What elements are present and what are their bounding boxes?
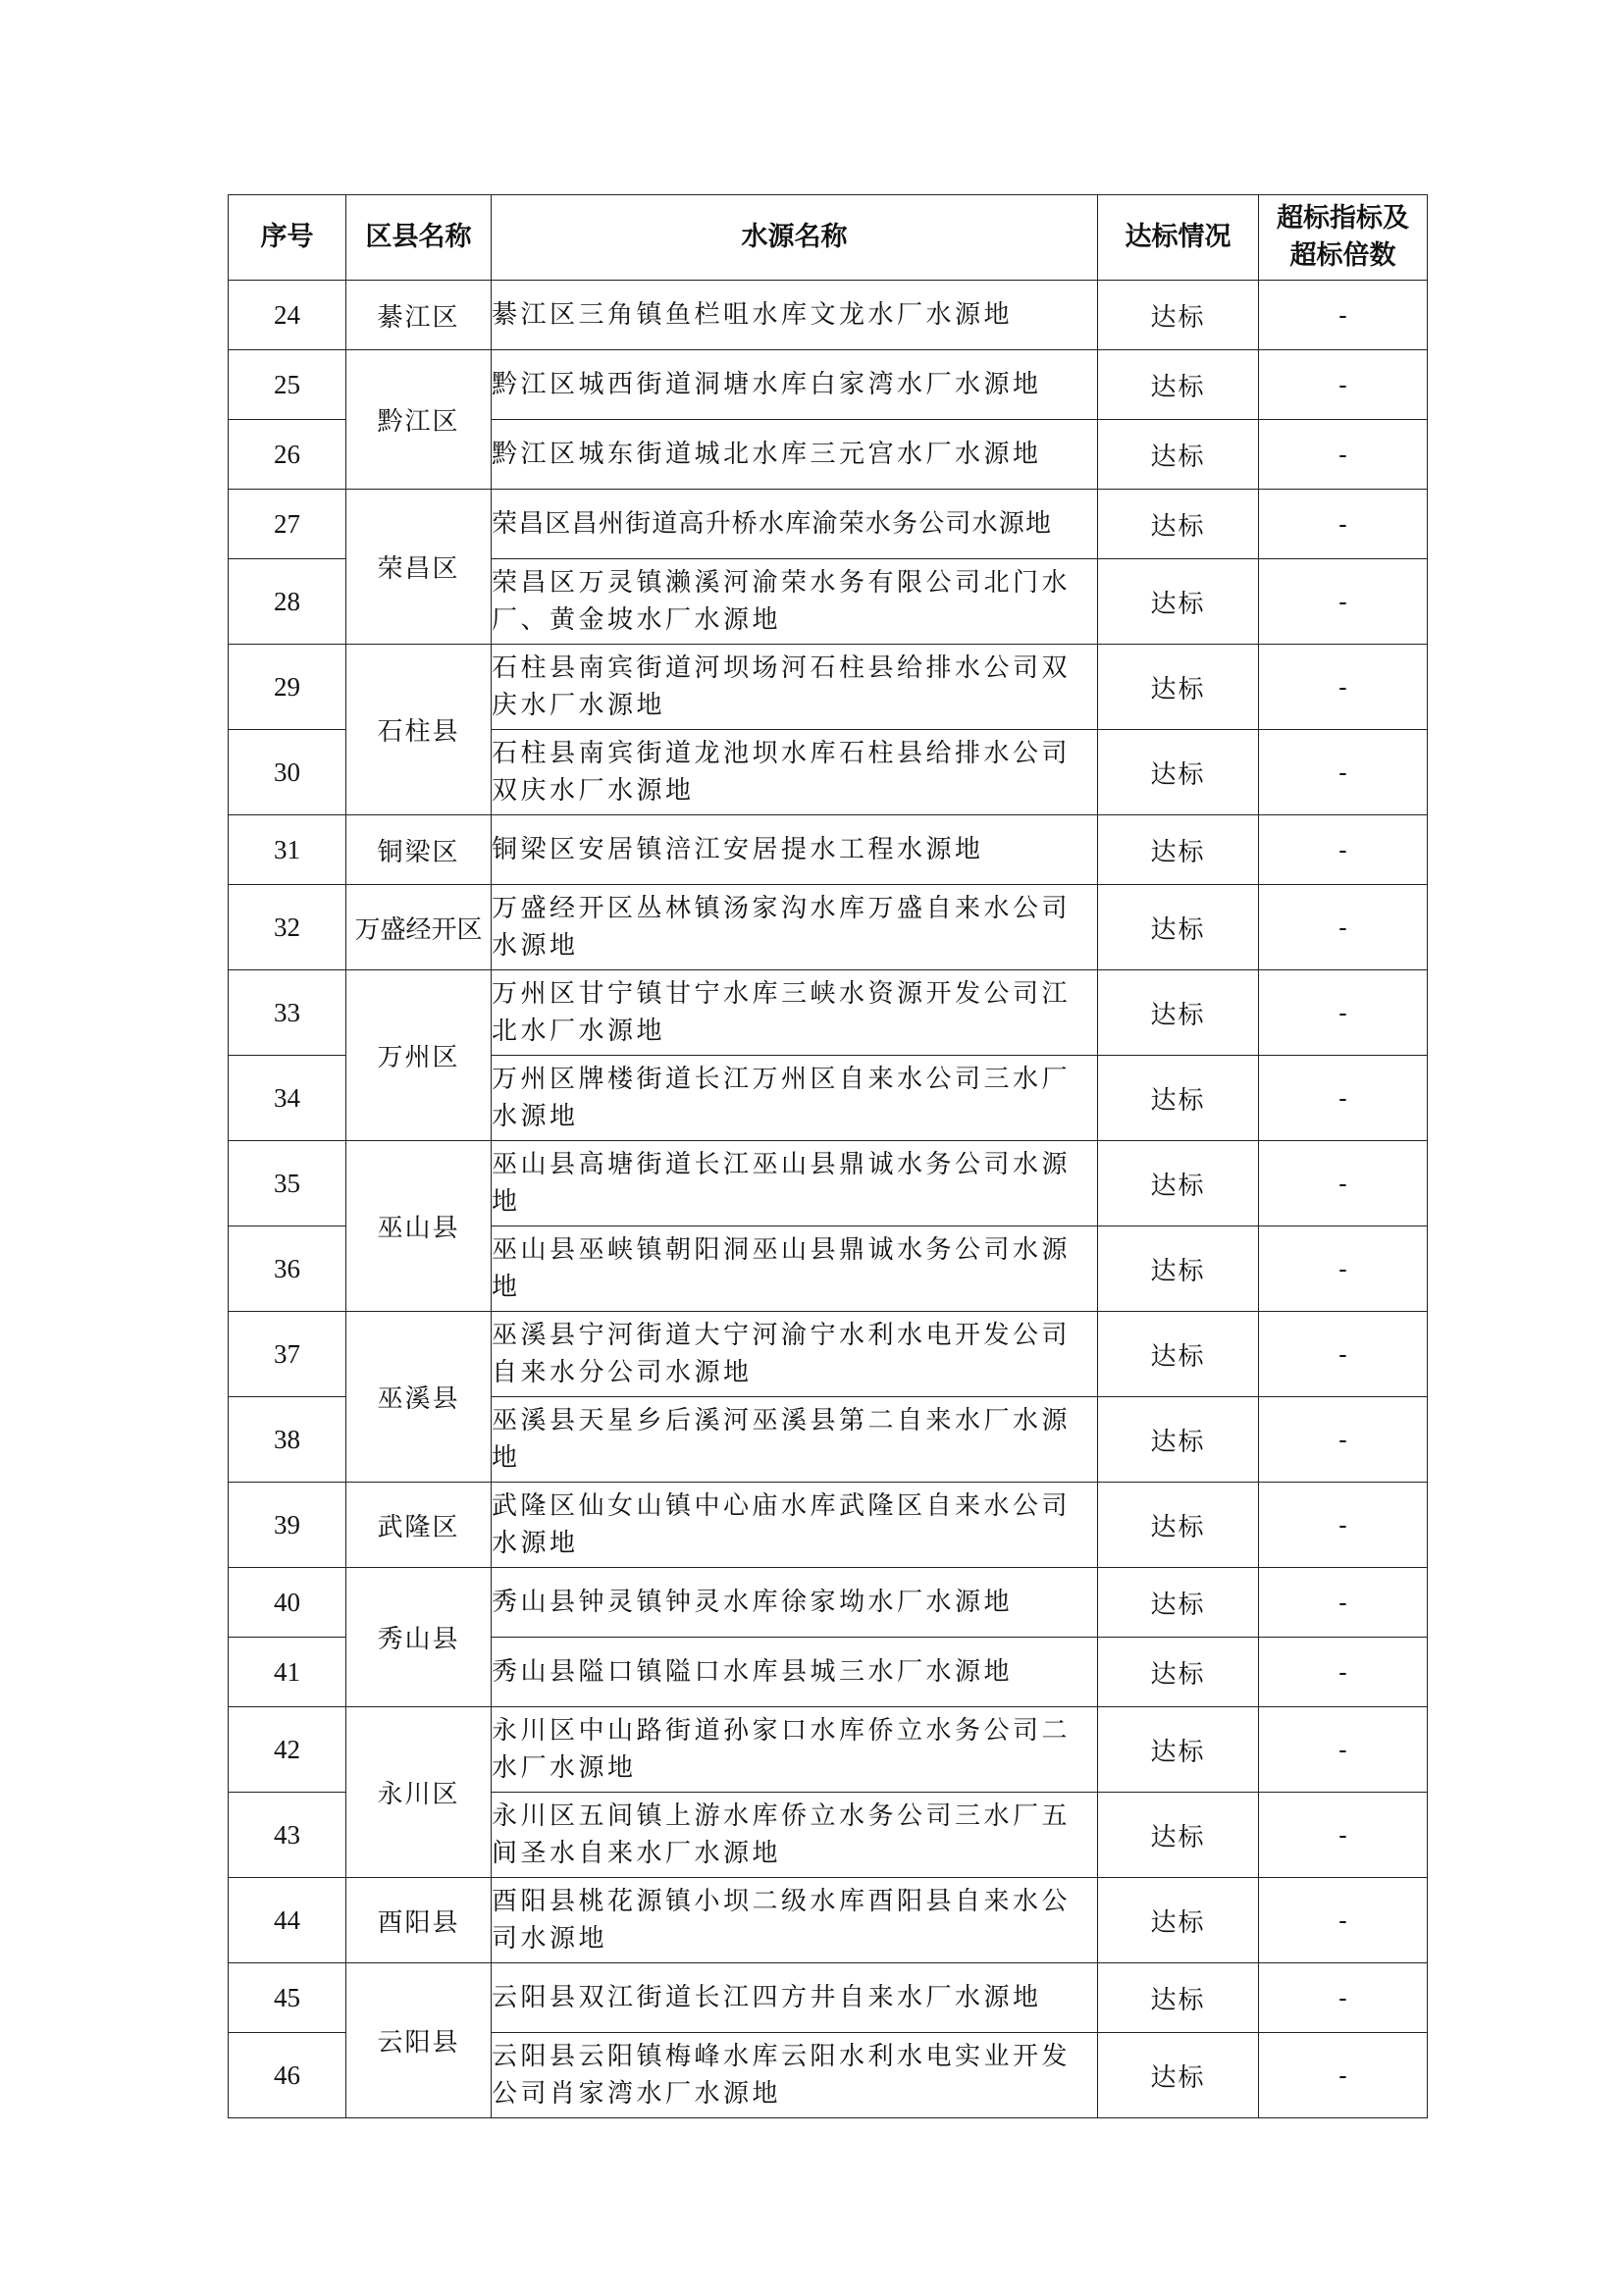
- row-status: 达标: [1098, 970, 1259, 1056]
- row-exceed: -: [1259, 730, 1428, 815]
- table-row: [229, 970, 1428, 1056]
- table-row: [229, 1707, 1428, 1793]
- table-row: [229, 1568, 1428, 1638]
- row-exceed: -: [1259, 420, 1428, 490]
- table-row: [229, 350, 1428, 420]
- row-source: 万州区牌楼街道长江万州区自来水公司三水厂水源地: [492, 1056, 1098, 1141]
- row-status: 达标: [1098, 645, 1259, 730]
- row-source: 酉阳县桃花源镇小坝二级水库酉阳县自来水公司水源地: [492, 1878, 1098, 1963]
- row-status: 达标: [1098, 1707, 1259, 1793]
- row-district: 酉阳县: [346, 1878, 492, 1963]
- row-status: 达标: [1098, 1056, 1259, 1141]
- row-source: 石柱县南宾街道龙池坝水库石柱县给排水公司双庆水厂水源地: [492, 730, 1098, 815]
- row-no: 36: [229, 1226, 346, 1312]
- row-exceed: -: [1259, 1226, 1428, 1312]
- table-row: [229, 490, 1428, 559]
- row-exceed: -: [1259, 1056, 1428, 1141]
- row-source: 黔江区城西街道洞塘水库白家湾水厂水源地: [492, 350, 1098, 420]
- row-source: 綦江区三角镇鱼栏咀水库文龙水厂水源地: [492, 281, 1098, 350]
- row-status: 达标: [1098, 730, 1259, 815]
- row-exceed: -: [1259, 885, 1428, 970]
- row-status: 达标: [1098, 1568, 1259, 1638]
- row-source: 武隆区仙女山镇中心庙水库武隆区自来水公司水源地: [492, 1483, 1098, 1568]
- table-row: [229, 1141, 1428, 1226]
- row-no: 42: [229, 1707, 346, 1793]
- row-exceed: -: [1259, 1638, 1428, 1707]
- row-exceed: -: [1259, 1707, 1428, 1793]
- row-exceed: -: [1259, 1312, 1428, 1397]
- row-status: 达标: [1098, 2033, 1259, 2118]
- row-exceed: -: [1259, 281, 1428, 350]
- row-status: 达标: [1098, 1638, 1259, 1707]
- row-source: 巫山县高塘街道长江巫山县鼎诚水务公司水源地: [492, 1141, 1098, 1226]
- table-header-row: [229, 195, 1428, 281]
- row-no: 31: [229, 815, 346, 885]
- row-source: 铜梁区安居镇涪江安居提水工程水源地: [492, 815, 1098, 885]
- row-no: 46: [229, 2033, 346, 2118]
- row-status: 达标: [1098, 1141, 1259, 1226]
- row-exceed: -: [1259, 350, 1428, 420]
- row-district: 秀山县: [346, 1568, 492, 1707]
- row-no: 45: [229, 1963, 346, 2033]
- row-source: 黔江区城东街道城北水库三元宫水厂水源地: [492, 420, 1098, 490]
- row-source: 巫山县巫峡镇朝阳洞巫山县鼎诚水务公司水源地: [492, 1226, 1098, 1312]
- water-source-table: [228, 194, 1428, 2118]
- document-page: [228, 194, 1427, 2118]
- row-exceed: -: [1259, 1397, 1428, 1483]
- row-no: 30: [229, 730, 346, 815]
- header-exceed-line1: 超标指标及: [1277, 203, 1409, 234]
- row-source: 永川区中山路街道孙家口水库侨立水务公司二水厂水源地: [492, 1707, 1098, 1793]
- row-district: 云阳县: [346, 1963, 492, 2118]
- row-status: 达标: [1098, 490, 1259, 559]
- row-status: 达标: [1098, 559, 1259, 645]
- row-district: 荣昌区: [346, 490, 492, 645]
- table-row: [229, 1483, 1428, 1568]
- row-no: 26: [229, 420, 346, 490]
- row-exceed: -: [1259, 970, 1428, 1056]
- header-exceed: [1259, 195, 1428, 281]
- row-status: 达标: [1098, 1878, 1259, 1963]
- row-source: 秀山县钟灵镇钟灵水库徐家坳水厂水源地: [492, 1568, 1098, 1638]
- row-status: 达标: [1098, 350, 1259, 420]
- row-no: 25: [229, 350, 346, 420]
- row-exceed: -: [1259, 559, 1428, 645]
- row-source: 荣昌区昌州街道高升桥水库渝荣水务公司水源地: [492, 490, 1098, 559]
- row-source: 云阳县双江街道长江四方井自来水厂水源地: [492, 1963, 1098, 2033]
- row-district: 永川区: [346, 1707, 492, 1878]
- row-status: 达标: [1098, 1793, 1259, 1878]
- row-exceed: -: [1259, 2033, 1428, 2118]
- row-status: 达标: [1098, 1963, 1259, 2033]
- row-exceed: -: [1259, 1793, 1428, 1878]
- row-status: 达标: [1098, 1226, 1259, 1312]
- row-exceed: -: [1259, 1878, 1428, 1963]
- row-source: 石柱县南宾街道河坝场河石柱县给排水公司双庆水厂水源地: [492, 645, 1098, 730]
- row-no: 34: [229, 1056, 346, 1141]
- row-district: 巫溪县: [346, 1312, 492, 1483]
- row-source: 永川区五间镇上游水库侨立水务公司三水厂五间圣水自来水厂水源地: [492, 1793, 1098, 1878]
- row-exceed: -: [1259, 1141, 1428, 1226]
- row-source: 秀山县隘口镇隘口水库县城三水厂水源地: [492, 1638, 1098, 1707]
- row-exceed: -: [1259, 490, 1428, 559]
- row-exceed: -: [1259, 645, 1428, 730]
- row-district: 石柱县: [346, 645, 492, 815]
- row-source: 万州区甘宁镇甘宁水库三峡水资源开发公司江北水厂水源地: [492, 970, 1098, 1056]
- header-status: 达标情况: [1098, 195, 1259, 281]
- header-source: 水源名称: [492, 195, 1098, 281]
- header-exceed-line2: 超标倍数: [1289, 240, 1396, 271]
- row-no: 37: [229, 1312, 346, 1397]
- row-exceed: -: [1259, 815, 1428, 885]
- row-no: 41: [229, 1638, 346, 1707]
- row-status: 达标: [1098, 1312, 1259, 1397]
- row-status: 达标: [1098, 1397, 1259, 1483]
- row-no: 43: [229, 1793, 346, 1878]
- row-no: 44: [229, 1878, 346, 1963]
- table-row: [229, 645, 1428, 730]
- row-source: 万盛经开区丛林镇汤家沟水库万盛自来水公司水源地: [492, 885, 1098, 970]
- row-source: 荣昌区万灵镇濑溪河渝荣水务有限公司北门水厂、黄金坡水厂水源地: [492, 559, 1098, 645]
- table-row: [229, 281, 1428, 350]
- row-no: 38: [229, 1397, 346, 1483]
- row-exceed: -: [1259, 1483, 1428, 1568]
- row-no: 35: [229, 1141, 346, 1226]
- row-district: 万州区: [346, 970, 492, 1141]
- row-no: 28: [229, 559, 346, 645]
- header-district: 区县名称: [346, 195, 492, 281]
- table-row: [229, 815, 1428, 885]
- row-status: 达标: [1098, 1483, 1259, 1568]
- table-row: [229, 885, 1428, 970]
- row-district: 巫山县: [346, 1141, 492, 1312]
- row-source: 云阳县云阳镇梅峰水库云阳水利水电实业开发公司肖家湾水厂水源地: [492, 2033, 1098, 2118]
- row-no: 32: [229, 885, 346, 970]
- row-no: 27: [229, 490, 346, 559]
- row-district: 铜梁区: [346, 815, 492, 885]
- row-status: 达标: [1098, 420, 1259, 490]
- row-no: 39: [229, 1483, 346, 1568]
- row-status: 达标: [1098, 815, 1259, 885]
- table-row: [229, 1878, 1428, 1963]
- row-exceed: -: [1259, 1568, 1428, 1638]
- row-district: 黔江区: [346, 350, 492, 490]
- row-status: 达标: [1098, 885, 1259, 970]
- row-no: 33: [229, 970, 346, 1056]
- row-exceed: -: [1259, 1963, 1428, 2033]
- row-district: 万盛经开区: [346, 885, 492, 970]
- table-row: [229, 1963, 1428, 2033]
- row-source: 巫溪县天星乡后溪河巫溪县第二自来水厂水源地: [492, 1397, 1098, 1483]
- row-no: 24: [229, 281, 346, 350]
- row-no: 29: [229, 645, 346, 730]
- row-no: 40: [229, 1568, 346, 1638]
- header-no: 序号: [229, 195, 346, 281]
- row-source: 巫溪县宁河街道大宁河渝宁水利水电开发公司自来水分公司水源地: [492, 1312, 1098, 1397]
- row-status: 达标: [1098, 281, 1259, 350]
- table-row: [229, 1312, 1428, 1397]
- row-district: 綦江区: [346, 281, 492, 350]
- row-district: 武隆区: [346, 1483, 492, 1568]
